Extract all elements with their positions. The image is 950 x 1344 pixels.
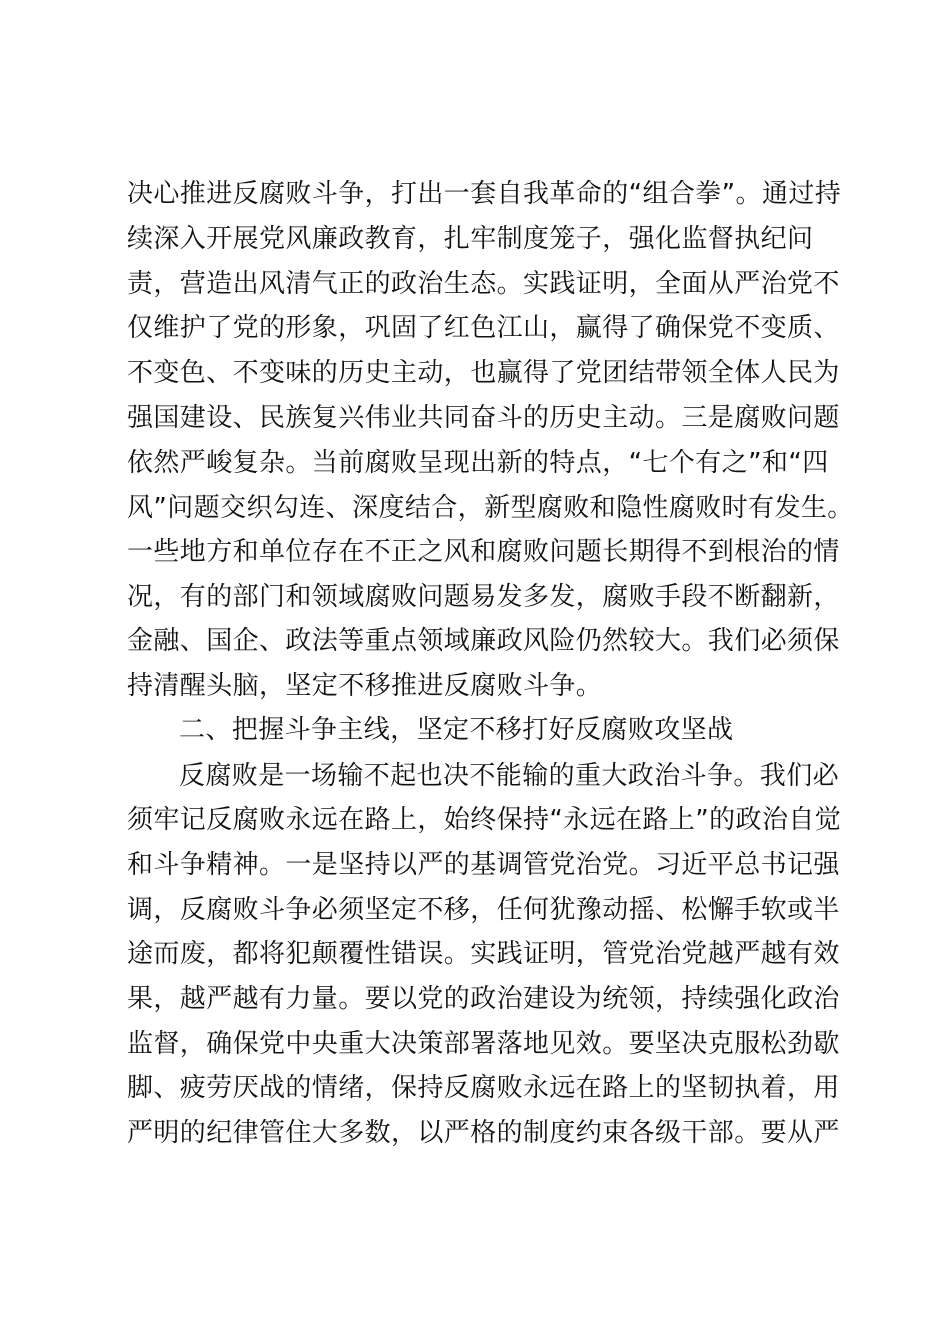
text-line: 持清醒头脑，坚定不移推进反腐败斗争。 bbox=[127, 671, 603, 701]
text-line: 强国建设、民族复兴伟业共同奋斗的历史主动。三是腐败问题 bbox=[127, 403, 840, 433]
text-line: 不变色、不变味的历史主动，也赢得了党团结带领全体人民为 bbox=[127, 358, 840, 388]
paragraph-first-line: 反腐败是一场输不起也决不能输的重大政治斗争。我们必 bbox=[179, 761, 840, 791]
text-line: 调，反腐败斗争必须坚定不移，任何犹豫动摇、松懈手软或半 bbox=[127, 895, 840, 925]
text-line: 严明的纪律管住大多数，以严格的制度约束各级干部。要从严 bbox=[127, 1118, 840, 1148]
text-line: 脚、疲劳厌战的情绪，保持反腐败永远在路上的坚韧执着，用 bbox=[127, 1073, 840, 1103]
text-line: 监督，确保党中央重大决策部署落地见效。要坚决克服松劲歇 bbox=[127, 1029, 840, 1059]
text-line: 果，越严越有力量。要以党的政治建设为统领，持续强化政治 bbox=[127, 984, 840, 1014]
text-line: 风”问题交织勾连、深度结合，新型腐败和隐性腐败时有发生。 bbox=[127, 493, 854, 523]
text-line: 依然严峻复杂。当前腐败呈现出新的特点，“七个有之”和“四 bbox=[127, 448, 829, 478]
text-line: 和斗争精神。一是坚持以严的基调管党治党。习近平总书记强 bbox=[127, 850, 840, 880]
section-heading: 二、把握斗争主线，坚定不移打好反腐败攻坚战 bbox=[179, 715, 734, 745]
text-line: 责，营造出风清气正的政治生态。实践证明，全面从严治党不 bbox=[127, 269, 840, 299]
text-line: 续深入开展党风廉政教育，扎牢制度笼子，强化监督执纪问 bbox=[127, 224, 814, 254]
text-line: 金融、国企、政法等重点领域廉政风险仍然较大。我们必须保 bbox=[127, 626, 840, 656]
text-line: 须牢记反腐败永远在路上，始终保持“永远在路上”的政治自觉 bbox=[127, 805, 842, 835]
text-line: 况，有的部门和领域腐败问题易发多发，腐败手段不断翻新， bbox=[127, 582, 840, 612]
text-line: 一些地方和单位存在不正之风和腐败问题长期得不到根治的情 bbox=[127, 537, 840, 567]
text-line: 途而废，都将犯颠覆性错误。实践证明，管党治党越严越有效 bbox=[127, 939, 840, 969]
text-line: 决心推进反腐败斗争，打出一套自我革命的“组合拳”。通过持 bbox=[127, 179, 842, 209]
text-line: 仅维护了党的形象，巩固了红色江山，赢得了确保党不变质、 bbox=[127, 313, 840, 343]
